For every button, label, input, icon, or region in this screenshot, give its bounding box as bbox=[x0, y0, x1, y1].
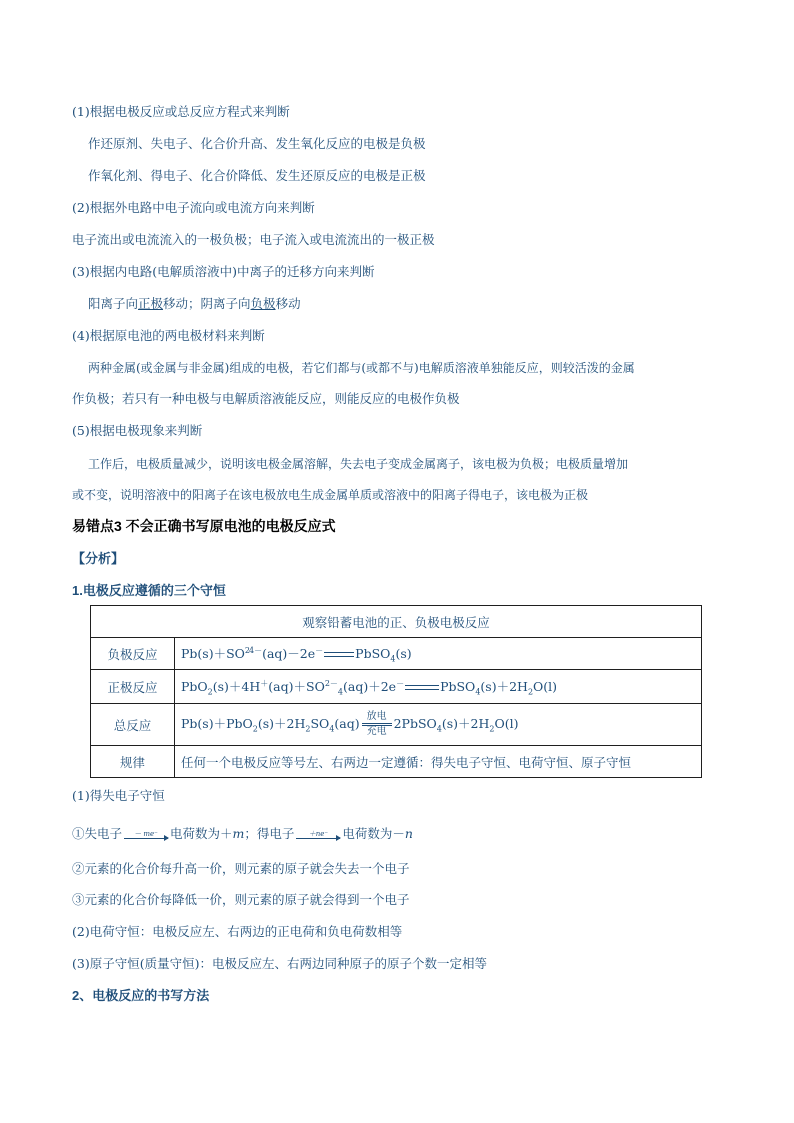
criterion-2-text: 电子流出或电流流入的一极负极；电子流入或电流流出的一极正极 bbox=[72, 232, 435, 247]
rule-atom: (3)原子守恒(质量守恒)：电极反应左、右两边同种原子的原子个数一定相等 bbox=[72, 956, 487, 971]
row-label-rule: 规律 bbox=[91, 746, 175, 778]
rule-text: 任何一个电极反应等号左、右两边一定遵循：得失电子守恒、电荷守恒、原子守恒 bbox=[175, 746, 702, 778]
criterion-4-text-2: 作负极；若只有一种电极与电解质溶液能反应，则能反应的电极作负极 bbox=[72, 391, 460, 406]
section-heading: 易错点3 不会正确书写原电池的电极反应式 bbox=[72, 518, 336, 534]
criterion-5: (5)根据电极现象来判断 bbox=[72, 423, 203, 438]
rule-valence-up: ②元素的化合价每升高一价，则元素的原子就会失去一个电子 bbox=[72, 861, 410, 876]
negative-reaction: $Pb(s)+SO^{24-}(aq)-2e^-$ PbSO$_4$(s) bbox=[175, 638, 702, 670]
rule-valence-down: ③元素的化合价每降低一价，则元素的原子就会得到一个电子 bbox=[72, 892, 410, 907]
overall-reaction: $Pb(s)+PbO_2(s)+2H_2SO_4(aq)$ 放电 充电 $2PbSO_4(s)+2H_2O(l)$ bbox=[175, 704, 702, 746]
criterion-1-positive: 作氧化剂、得电子、化合价降低、发生还原反应的电极是正极 bbox=[88, 168, 426, 183]
table-caption: 观察铅蓄电池的正、负极电极反应 bbox=[91, 606, 702, 638]
row-label-overall: 总反应 bbox=[91, 704, 175, 746]
reversible-arrow: 放电 充电 bbox=[362, 712, 392, 737]
criterion-5-text-1: 工作后，电极质量减少，说明该电极金属溶解，失去电子变成金属离子，该电极为负极；电极质量增加 bbox=[88, 457, 629, 471]
section-1-title: 1.电极反应遵循的三个守恒 bbox=[72, 583, 226, 598]
criterion-3-text: 阳离子向正极移动；阴离子向负极移动 bbox=[88, 296, 301, 311]
criterion-1: (1)根据电极反应或总反应方程式来判断 bbox=[72, 104, 290, 119]
lead-battery-table bbox=[90, 605, 702, 778]
criterion-1-negative: 作还原剂、失电子、化合价升高、发生氧化反应的电极是负极 bbox=[88, 136, 426, 151]
row-label-negative: 负极反应 bbox=[91, 638, 175, 670]
criterion-3: (3)根据内电路(电解质溶液中)中离子的迁移方向来判断 bbox=[72, 264, 375, 279]
analysis-label: 【分析】 bbox=[72, 551, 125, 566]
gain-electron-arrow: ＋ne⁻ bbox=[296, 830, 340, 839]
criterion-4-text-1: 两种金属(或金属与非金属)组成的电极，若它们都与(或都不与)电解质溶液单独能反应，则较活泼的金属 bbox=[88, 361, 635, 375]
positive-reaction: $PbO_2(s)+4H^+(aq)+SO^{2-}_4(aq)+2e^-$ $PbSO_4(s)+2H_2O(l)$ bbox=[175, 670, 702, 704]
row-label-positive: 正极反应 bbox=[91, 670, 175, 704]
section-2-title: 2、电极反应的书写方法 bbox=[72, 988, 210, 1003]
rule-electron-detail: ①失电子 － me⁻ 电荷数为＋m；得电子 ＋ne⁻ 电荷数为－n bbox=[72, 826, 413, 841]
criterion-4: (4)根据原电池的两电极材料来判断 bbox=[72, 328, 265, 343]
lose-electron-arrow: － me⁻ bbox=[124, 830, 168, 839]
rule-charge: (2)电荷守恒：电极反应左、右两边的正电荷和负电荷数相等 bbox=[72, 924, 403, 939]
criterion-5-text-2: 或不变，说明溶液中的阳离子在该电极放电生成金属单质或溶液中的阳离子得电子，该电极为正极 bbox=[72, 488, 589, 502]
criterion-2: (2)根据外电路中电子流向或电流方向来判断 bbox=[72, 200, 315, 215]
rule-electron: (1)得失电子守恒 bbox=[72, 788, 165, 803]
